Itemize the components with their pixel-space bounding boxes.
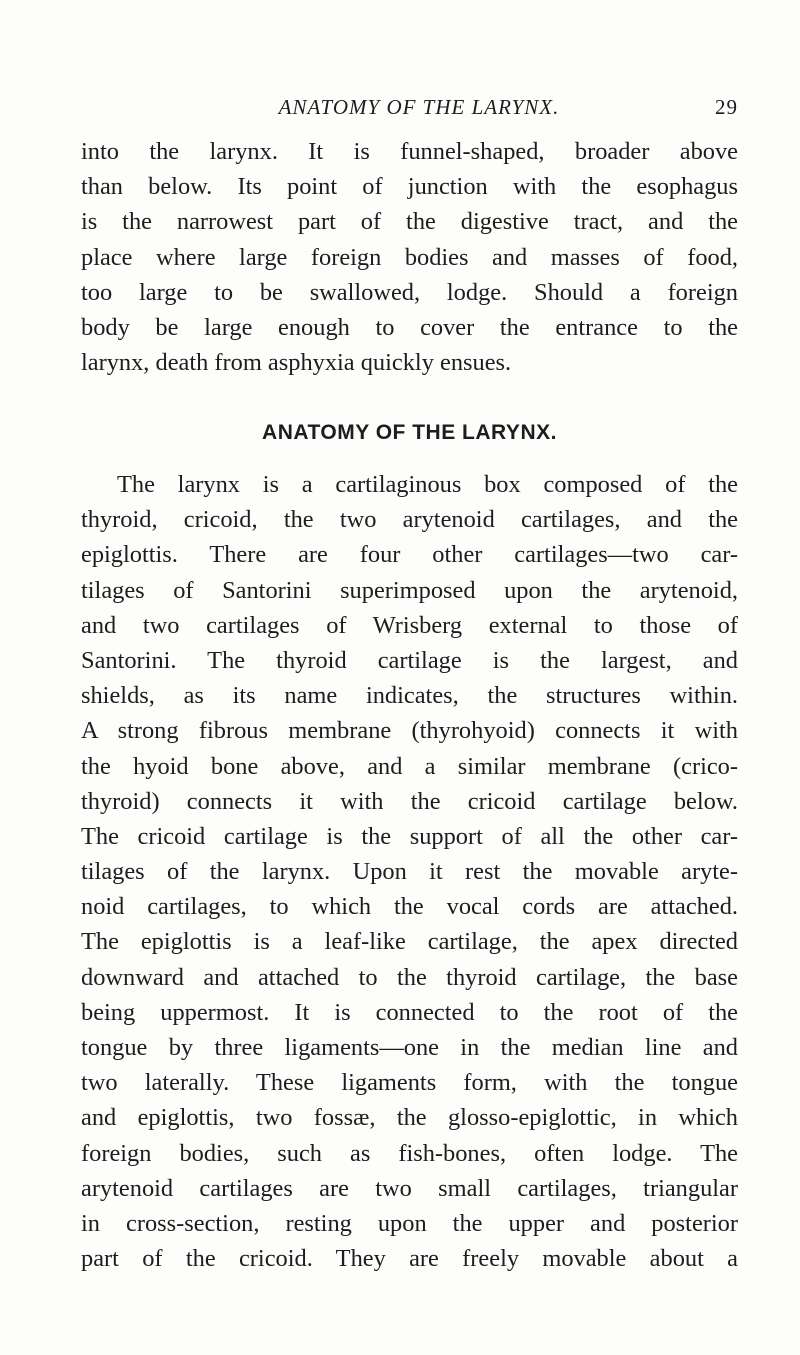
text-line: and epiglottis, two fossæ, the glosso-epiglottic, in which (81, 1104, 738, 1132)
text-line: being uppermost. It is connected to the root of the (81, 998, 738, 1026)
text-line: in cross-section, resting upon the upper and posterior (81, 1209, 738, 1237)
text-line: body be large enough to cover the entrance to the (81, 313, 738, 341)
text-line: than below. Its point of junction with the esophagus (81, 173, 738, 201)
paragraph-esophagus (81, 134, 738, 380)
text-line: thyroid, cricoid, the two arytenoid cartilages, and the (81, 506, 738, 534)
text-line: the hyoid bone above, and a similar membrane (crico- (81, 752, 738, 780)
paragraph-larynx-anatomy (81, 467, 738, 1276)
text-line: The epiglottis is a leaf-like cartilage, the apex directed (81, 928, 738, 956)
text-line: tilages of Santorini superimposed upon the arytenoid, (81, 576, 738, 604)
text-line: downward and attached to the thyroid cartilage, the base (81, 963, 738, 991)
text-line: A strong fibrous membrane (thyrohyoid) connects it with (81, 717, 738, 745)
text-line: shields, as its name indicates, the structures within. (81, 682, 738, 710)
text-line: arytenoid cartilages are two small cartilages, triangular (81, 1174, 738, 1202)
text-line: place where large foreign bodies and masses of food, (81, 243, 738, 271)
running-title: ANATOMY OF THE LARYNX. (278, 95, 560, 119)
text-line: into the larynx. It is funnel-shaped, broader above (81, 138, 738, 165)
text-line: two laterally. These ligaments form, with the tongue (81, 1069, 738, 1097)
text-line: larynx, death from asphyxia quickly ensues. (81, 349, 512, 377)
text-line: epiglottis. There are four other cartilages—two car- (81, 541, 738, 569)
text-line: too large to be swallowed, lodge. Should a foreign (81, 278, 738, 306)
text-line: part of the cricoid. They are freely movable about a (81, 1245, 738, 1273)
text-line: Santorini. The thyroid cartilage is the largest, and (81, 646, 738, 674)
text-line: tongue by three ligaments—one in the median line and (81, 1034, 738, 1061)
text-line: The larynx is a cartilaginous box composed of the (117, 471, 738, 498)
text-line: and two cartilages of Wrisberg external to those of (81, 611, 738, 639)
text-line: noid cartilages, to which the vocal cords are attached. (81, 893, 738, 921)
text-line: thyroid) connects it with the cricoid cartilage below. (81, 787, 738, 815)
text-line: foreign bodies, such as fish-bones, often lodge. The (81, 1139, 738, 1167)
running-head (100, 95, 738, 125)
section-heading: ANATOMY OF THE LARYNX. (262, 421, 557, 444)
text-line: tilages of the larynx. Upon it rest the movable aryte- (81, 858, 738, 886)
page-number: 29 (715, 95, 738, 119)
text-line: is the narrowest part of the digestive tract, and the (81, 208, 738, 236)
text-line: The cricoid cartilage is the support of all the other car- (81, 822, 738, 850)
